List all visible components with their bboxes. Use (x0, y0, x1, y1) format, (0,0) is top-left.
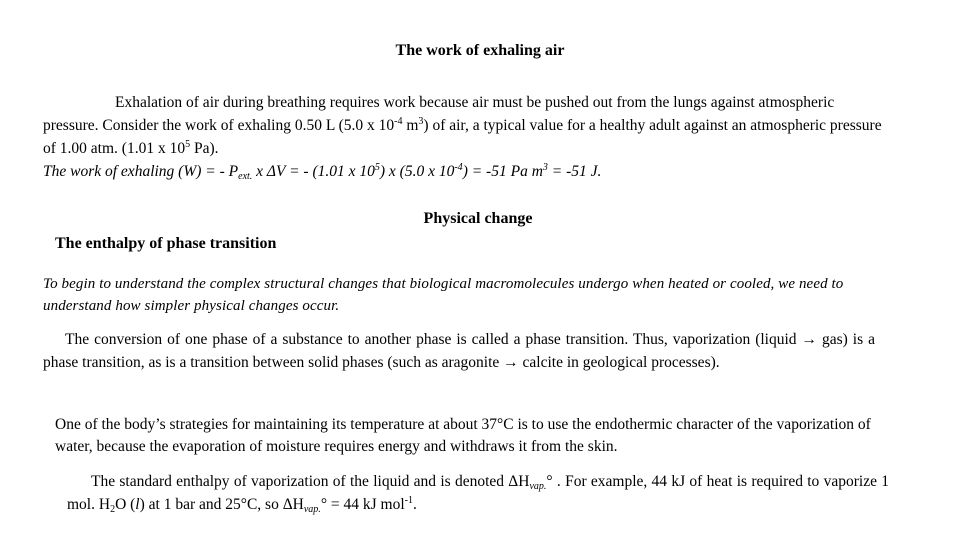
phase-transition-paragraph: The conversion of one phase of a substance to another phase is called a phase transition. Thus, vaporization (liquid → gas) is a phase transition, as is a transition between solid phases (such as aragonite → calcite in geological processes). (43, 331, 875, 371)
body-temperature-paragraph: One of the body’s strategies for maintaining its temperature at about 37°C is to use the endothermic character of the vaporization of water, because the evaporation of moisture requires energy and withdraws it from the skin. (55, 416, 871, 455)
work-formula: The work of exhaling (W) = - $P_{ext.}$ x ΔV = - (1.01 x $10^5$) x (5.0 x $10^{-4}) = -51$ Pa $m^3 = -51$ J. (43, 162, 602, 182)
enthalpy-vaporization-paragraph: The standard enthalpy of vaporization of the liquid and is denoted $\Delta H_{vap.}^\circ$ . For example, 44 kJ of heat is required to vaporize 1 mol. $H_2O$ (l) at 1 bar and 25°C, so $\Delta H_{vap.}^\circ = 44$ kJ mol$^{-1}$. (67, 473, 889, 515)
intro-italic-paragraph: To begin to understand the complex structural changes that biological macromolecules undergo when heated or cooled, we need to understand how simpler physical changes occur. (43, 276, 844, 314)
p1-text: Exhalation of air during breathing requires work because air must be pushed out from the lungs against atmospheric pressure. Consider the work of exhaling 0.50 L (5.0 x 10 (43, 94, 835, 134)
subheading-enthalpy-phase-transition: The enthalpy of phase transition (55, 235, 277, 252)
exhaling-work-paragraph: Exhalation of air during breathing requires work because air must be pushed out from the lungs against atmospheric pressure. Consider the work of exhaling 0.50 L (5.0 x $10^{-4}$ $m^3$) of air, a typical value for a healthy adult against an atmospheric pressure of 1.00 atm. (1.01 x $10^5$ Pa). The work of exhaling (W) = - $P_{ext.}$ x ΔV = - (1.01 x $10^5$) x (5.0 x $10^{-4}) = -51$ Pa $m^3 = -51$ J. (43, 94, 882, 182)
section-heading-physical-change: Physical change (423, 210, 533, 227)
slide-title: The work of exhaling air (395, 42, 565, 59)
